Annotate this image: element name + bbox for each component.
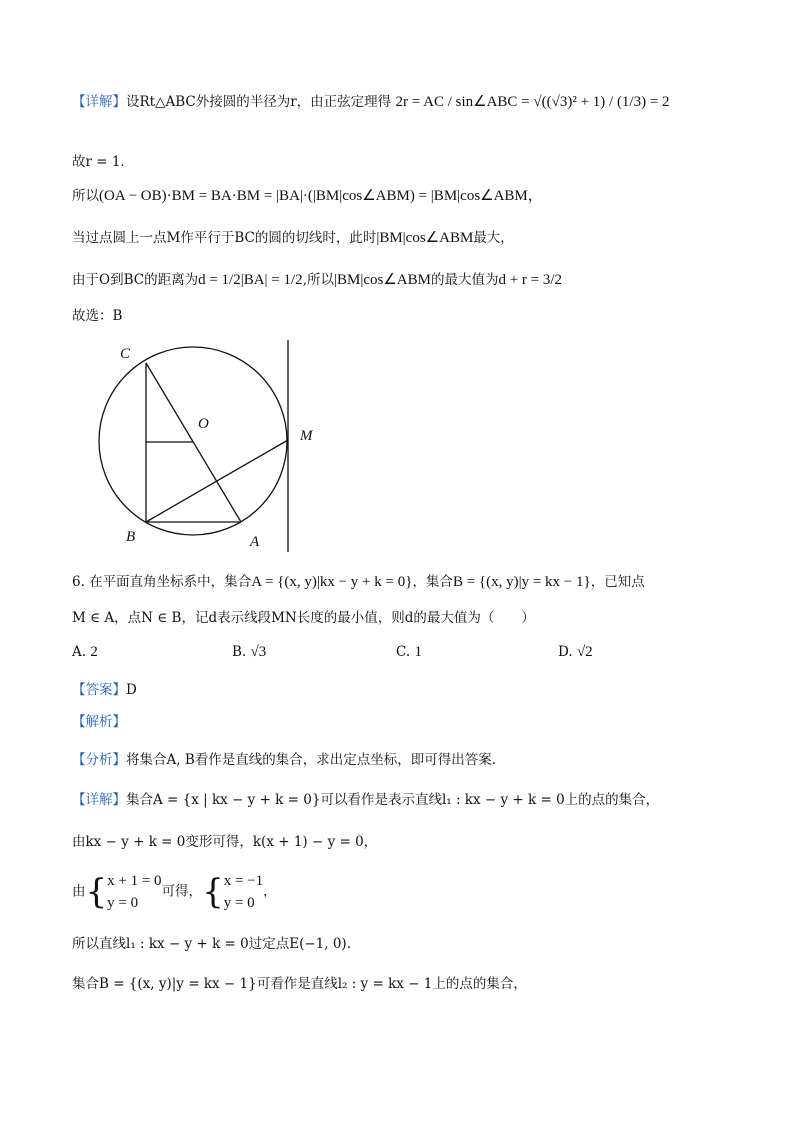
equation-system-2 (224, 870, 263, 914)
q6-detail-line-3 (72, 870, 277, 914)
detail-line-1-text: 设Rt△ABC外接圆的半径为r，由正弦定理得 (126, 94, 392, 110)
option-A-value: 2 (90, 644, 98, 660)
q6-stem-part2: ，集合 (412, 574, 453, 590)
detail-line-4-suffix: 最大， (473, 230, 514, 246)
equation-system-1 (107, 870, 161, 914)
projection-formula: |BM|cos∠ABM (376, 230, 474, 246)
segment-BM (146, 440, 288, 522)
q6-detail-label: 【详解】 (72, 792, 126, 808)
sys2-row1: x = −1 (223, 873, 264, 889)
detail-label: 【详解】 (72, 94, 126, 110)
projection-formula-2: |BM|cos∠ABM (333, 272, 431, 288)
system-brace-2: { (202, 872, 224, 912)
analysis-label: 【解析】 (72, 714, 126, 730)
label-O: O (198, 416, 209, 432)
vector-dot-formula: (OA − OB)·BM = BA·BM = |BA|·(|BM|cos∠ABM) = |BM|cos∠ABM， (99, 188, 543, 204)
q6-detail-line-1-text: 集合A = {x | kx − y + k = 0}可以看作是表示直线l₁ : kx − y + k = 0上的点的集合， (126, 792, 660, 808)
option-B-label: B. (232, 644, 247, 660)
q6-stem-part1: 在平面直角坐标系中，集合 (89, 574, 252, 590)
option-D[interactable] (558, 644, 593, 661)
set-B: B = {(x, y)|y = kx − 1} (452, 574, 591, 590)
detail-line-2: 故r = 1． (72, 154, 134, 170)
fenxi-text: 将集合A, B看作是直线的集合，求出定点坐标，即可得出答案. (126, 752, 497, 768)
q6-detail-line-3-prefix: 由 (72, 883, 86, 900)
option-C[interactable] (396, 644, 422, 661)
q6-stem-part3: ，已知点 (590, 574, 645, 590)
q6-detail-line-3-mid: 可得， (161, 883, 203, 900)
detail-line-5 (72, 270, 562, 290)
detail-line-5-suffix: 的最大值为 (430, 272, 499, 288)
sys1-row1: x + 1 = 0 (107, 873, 162, 889)
circle-figure (90, 336, 330, 556)
option-A[interactable] (72, 644, 98, 661)
q6-number: 6. (72, 574, 85, 590)
label-B: B (126, 529, 136, 545)
option-D-label: D. (558, 644, 573, 660)
label-M: M (300, 428, 313, 444)
detail-line-3 (72, 186, 543, 206)
sys1-row2: y = 0 (107, 895, 139, 911)
answer-label: 【答案】 (72, 682, 126, 698)
q6-detail-line-1 (72, 790, 659, 810)
distance-formula: d = 1/2|BA| = 1/2 (198, 272, 303, 288)
answer-value: D (126, 682, 137, 698)
option-D-value: √2 (576, 644, 593, 660)
sys2-row2: y = 0 (223, 895, 255, 911)
fenxi-line (72, 750, 496, 770)
detail-line-5-mid: ,所以 (302, 272, 334, 288)
label-C: C (120, 346, 131, 362)
option-B[interactable] (232, 644, 266, 661)
detail-line-4-text: 当过点圆上一点M作平行于BC的圆的切线时，此时 (72, 230, 377, 246)
set-A: A = {(x, y)|kx − y + k = 0} (251, 574, 413, 590)
system-brace-1: { (85, 872, 108, 912)
option-C-value: 1 (414, 644, 422, 660)
detail-line-1 (72, 92, 670, 112)
label-A: A (250, 534, 260, 550)
q6-detail-line-5: 集合B = {(x, y)|y = kx − 1}可看作是直线l₂ : y = kx − 1上的点的集合， (72, 976, 527, 992)
detail-line-3-prefix: 所以 (72, 188, 99, 204)
q6-detail-line-3-suffix: ， (263, 883, 277, 900)
q6-stem-line-2: M ∈ A，点N ∈ B，记d表示线段MN长度的最小值，则d的最大值为（ ） (72, 610, 535, 626)
option-B-value: √3 (250, 644, 267, 660)
q6-detail-line-4: 所以直线l₁ : kx − y + k = 0过定点E(−1, 0). (72, 936, 351, 952)
detail-line-5-text: 由于O到BC的距离为 (72, 272, 199, 288)
q6-stem-line-1 (72, 572, 645, 592)
q6-detail-line-2: 由kx − y + k = 0变形可得，k(x + 1) − y = 0， (72, 834, 378, 850)
max-value-formula: d + r = 3/2 (498, 272, 563, 288)
fenxi-label: 【分析】 (72, 752, 126, 768)
option-C-label: C. (396, 644, 411, 660)
answer-line (72, 680, 137, 700)
sine-rule-formula: 2r = AC / sin∠ABC = √((√3)² + 1) / (1/3) = 2 (395, 94, 670, 110)
choice-line: 故选：B (72, 308, 123, 324)
option-A-label: A. (72, 644, 87, 660)
detail-line-4 (72, 228, 514, 248)
